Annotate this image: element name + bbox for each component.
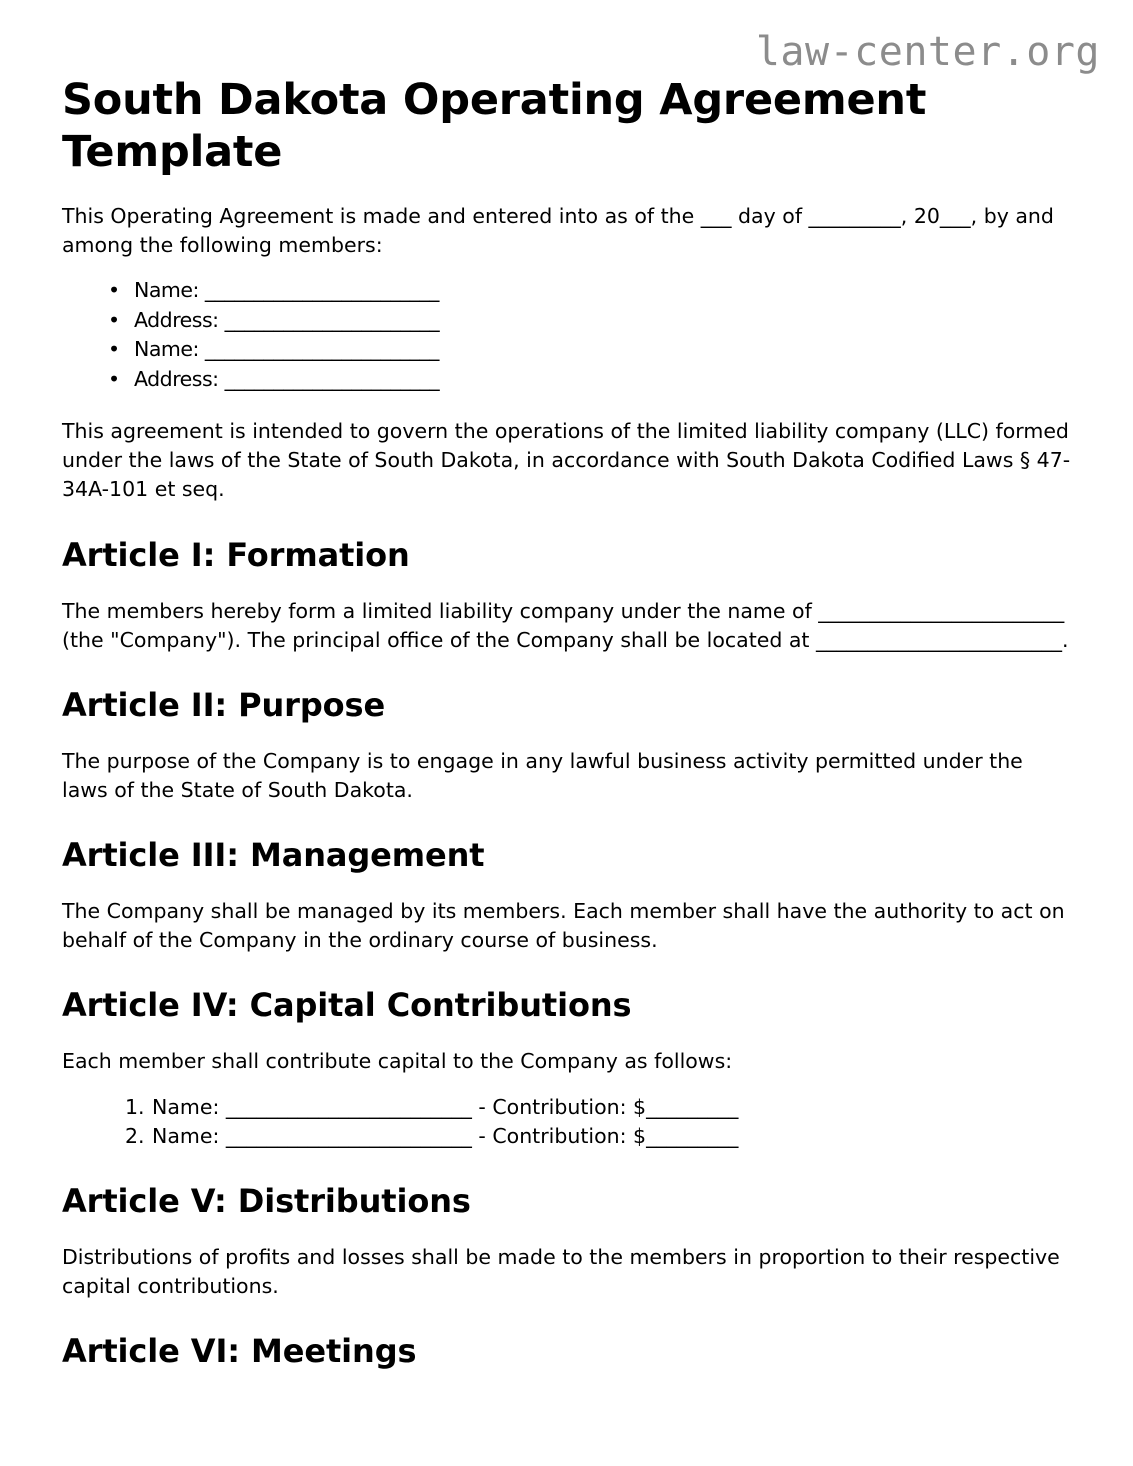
member-blank-list: [62, 260, 1071, 394]
page-title: South Dakota Operating Agreement Template: [62, 75, 927, 178]
capital-contribution-list: [62, 1076, 1071, 1150]
governing-law-paragraph: This agreement is intended to govern the operations of the limited liability company (LLC) formed under the laws of the State of South Dakota, in accordance with South Dakota Codified Laws § 47-34A-101 et seq.: [62, 419, 1071, 502]
member-address-blank: Address: ______________________: [134, 307, 440, 332]
member-name-blank: Name: ________________________: [134, 337, 439, 362]
article-body-iv: Each member shall contribute capital to the Company as follows:: [62, 1049, 733, 1074]
contribution-entry: Name: ________________________ - Contribution: $_________: [152, 1123, 739, 1148]
member-name-blank: Name: ________________________: [134, 278, 439, 303]
article-heading-vi: Article VI: Meetings: [62, 1331, 417, 1370]
article-body-i: The members hereby form a limited liability company under the name of ________________________ (the "Company"). The principal office of the Company shall be located at ________________________.: [62, 598, 1069, 652]
article-body-v: Distributions of profits and losses shall be made to the members in proportion to their respective capital contributions.: [62, 1244, 1060, 1298]
list-item: [62, 1122, 1071, 1151]
list-item: [134, 365, 1071, 395]
list-item: [134, 306, 1071, 336]
member-address-blank: Address: ______________________: [134, 366, 440, 391]
list-item: [62, 1093, 1071, 1122]
article-heading-i: Article I: Formation: [62, 535, 410, 574]
site-watermark: law-center.org: [755, 29, 1100, 75]
article-heading-iv: Article IV: Capital Contributions: [62, 986, 632, 1025]
list-item: [134, 335, 1071, 365]
article-heading-iii: Article III: Management: [62, 835, 485, 874]
contribution-entry: Name: ________________________ - Contribution: $_________: [152, 1095, 739, 1120]
article-heading-v: Article V: Distributions: [62, 1181, 471, 1220]
list-item: [134, 276, 1071, 306]
article-heading-ii: Article II: Purpose: [62, 685, 386, 724]
article-body-ii: The purpose of the Company is to engage in any lawful business activity permitted under the laws of the State of South Dakota.: [62, 748, 1023, 802]
article-body-iii: The Company shall be managed by its members. Each member shall have the authority to act on behalf of the Company in the ordinary course of business.: [62, 898, 1065, 953]
intro-paragraph: This Operating Agreement is made and entered into as of the ___ day of _________, 20___, by and among the following members:: [62, 203, 1054, 258]
